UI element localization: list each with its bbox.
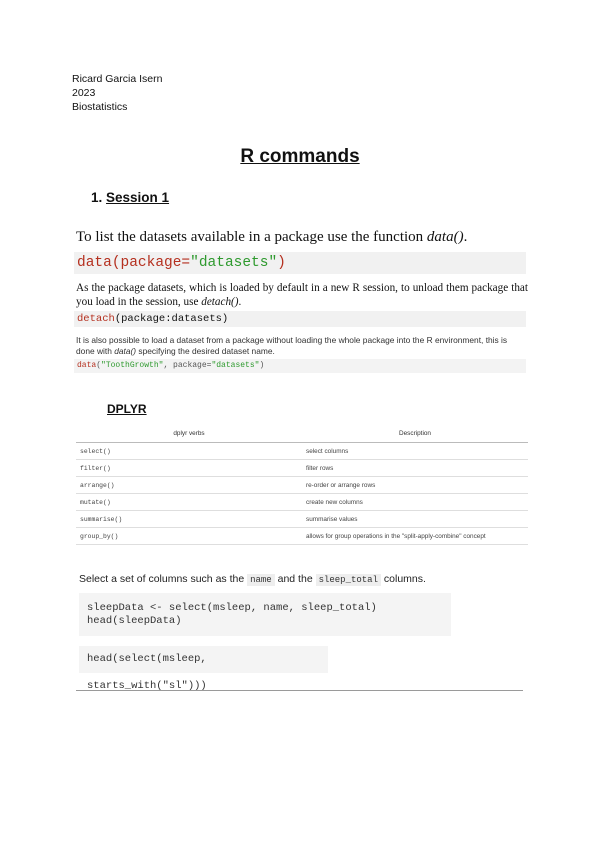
description-cell: select columns — [302, 443, 528, 460]
verb-cell: summarise() — [76, 511, 302, 528]
description-cell: re-order or arrange rows — [302, 477, 528, 494]
verb-cell: group_by() — [76, 528, 302, 545]
code-block-toothgrowth: data("ToothGrowth", package="datasets") — [74, 359, 526, 373]
verb-cell: arrange() — [76, 477, 302, 494]
paragraph-list-datasets: To list the datasets available in a package use the function data(). — [76, 229, 468, 245]
table-row — [76, 494, 528, 511]
horizontal-divider — [76, 690, 523, 691]
code-block-starts-with — [79, 646, 328, 692]
code-line: head(select(msleep, starts_with("sl"))) — [87, 653, 207, 692]
paragraph-detach: As the package datasets, which is loaded by default in a new R session, to unload them package that you load in the session, use detach(). — [76, 282, 528, 308]
page-title: R commands — [240, 146, 360, 167]
table-row — [76, 460, 528, 477]
document-meta — [72, 72, 162, 114]
table-row — [76, 511, 528, 528]
column-header-description: Description — [302, 425, 528, 443]
paragraph-load-dataset: It is also possible to load a dataset from a package without loading the whole package into the R environment, this is done with data() specifying the desired dataset name. — [76, 335, 508, 356]
table-header-row — [76, 425, 528, 443]
inline-code-sleep-total: sleep_total — [316, 574, 381, 586]
table-row — [76, 528, 528, 545]
table-row — [76, 443, 528, 460]
code-line: sleepData <- select(msleep, name, sleep_total) — [87, 602, 377, 614]
description-cell: create new columns — [302, 494, 528, 511]
inline-fn-data-2: data() — [114, 346, 137, 356]
table-row — [76, 477, 528, 494]
verb-cell: select() — [76, 443, 302, 460]
paragraph-select-columns: Select a set of columns such as the name and the sleep_total columns. — [79, 573, 426, 585]
column-header-verbs: dplyr verbs — [76, 425, 302, 443]
author: Ricard Garcia Isern — [72, 73, 163, 85]
verb-cell: filter() — [76, 460, 302, 477]
description-cell: allows for group operations in the "split-apply-combine" concept — [302, 528, 528, 545]
code-line: head(sleepData) — [87, 615, 182, 627]
dplyr-verbs-table — [76, 425, 528, 545]
code-block-select — [79, 593, 451, 636]
code-block-data: data(package="datasets") — [74, 252, 526, 274]
year: 2023 — [72, 87, 96, 99]
description-cell: summarise values — [302, 511, 528, 528]
section-label: Session 1 — [106, 190, 170, 205]
course: Biostatistics — [72, 101, 128, 113]
verb-cell: mutate() — [76, 494, 302, 511]
section-heading-session-1 — [91, 190, 169, 205]
inline-fn-detach: detach() — [201, 296, 239, 308]
description-cell: filter rows — [302, 460, 528, 477]
inline-code-name: name — [247, 574, 275, 586]
inline-fn-data: data() — [426, 229, 464, 245]
section-number: 1. — [91, 190, 103, 205]
code-block-detach: detach(package:datasets) — [74, 311, 526, 327]
section-heading-dplyr: DPLYR — [107, 402, 147, 416]
